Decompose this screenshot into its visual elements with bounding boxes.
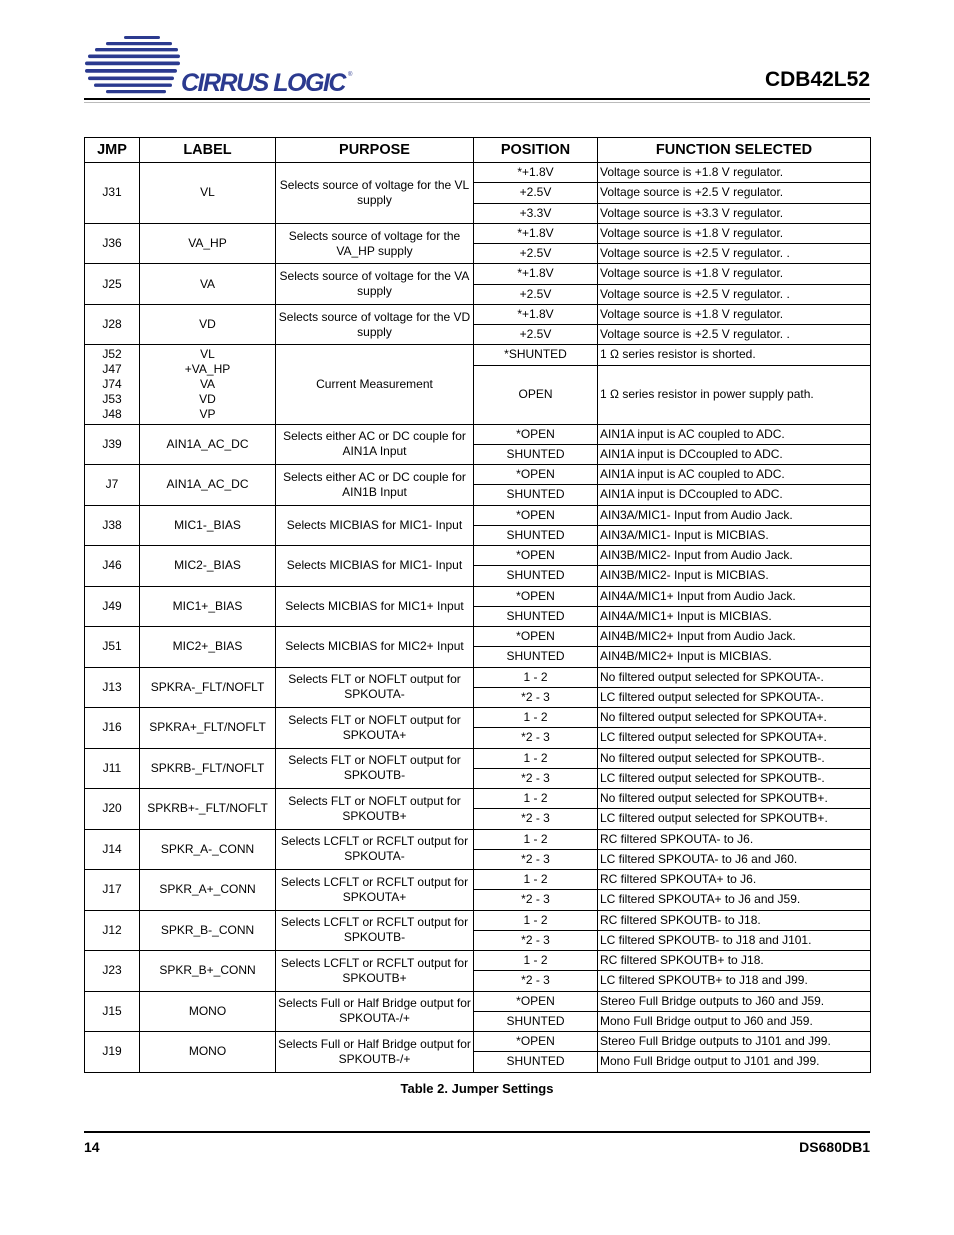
table-row xyxy=(85,424,871,444)
position-cell: SHUNTED xyxy=(474,485,598,505)
jmp-cell: J23 xyxy=(85,951,140,992)
table-header-row xyxy=(85,138,871,163)
position-cell: +2.5V xyxy=(474,284,598,304)
jmp-cell: J28 xyxy=(85,304,140,345)
function-cell: AIN4A/MIC1+ Input is MICBIAS. xyxy=(598,606,871,626)
position-cell: 1 - 2 xyxy=(474,910,598,930)
purpose-cell: Selects FLT or NOFLT output for SPKOUTA+ xyxy=(276,708,474,749)
purpose-cell: Current Measurement xyxy=(276,345,474,424)
purpose-cell: Selects Full or Half Bridge output for SPKOUTB-/+ xyxy=(276,1032,474,1073)
purpose-cell: Selects MICBIAS for MIC2+ Input xyxy=(276,627,474,668)
position-cell: *+1.8V xyxy=(474,264,598,284)
jmp-cell: J46 xyxy=(85,546,140,587)
position-cell: *+1.8V xyxy=(474,223,598,243)
function-cell: Voltage source is +2.5 V regulator. . xyxy=(598,284,871,304)
jmp-cell: J31 xyxy=(85,163,140,224)
purpose-cell: Selects FLT or NOFLT output for SPKOUTB- xyxy=(276,748,474,789)
function-cell: Voltage source is +2.5 V regulator. . xyxy=(598,325,871,345)
label-cell: SPKR_A+_CONN xyxy=(140,870,276,911)
function-cell: LC filtered SPKOUTA+ to J6 and J59. xyxy=(598,890,871,910)
purpose-cell: Selects either AC or DC couple for AIN1B Input xyxy=(276,465,474,506)
position-cell: *2 - 3 xyxy=(474,728,598,748)
purpose-cell: Selects LCFLT or RCFLT output for SPKOUTA- xyxy=(276,829,474,870)
jmp-cell: J15 xyxy=(85,991,140,1032)
jmp-cell-line: J47 xyxy=(102,361,122,376)
table-row xyxy=(85,223,871,243)
jumper-settings-table xyxy=(84,137,871,1073)
label-cell: SPKRB-_FLT/NOFLT xyxy=(140,748,276,789)
function-cell: AIN3B/MIC2- Input from Audio Jack. xyxy=(598,546,871,566)
table-row xyxy=(85,667,871,687)
jmp-cell: J49 xyxy=(85,586,140,627)
table-row xyxy=(85,870,871,890)
position-cell: *OPEN xyxy=(474,1032,598,1052)
document-title: CDB42L52 xyxy=(764,68,870,91)
label-cell: VA xyxy=(140,264,276,305)
function-cell: RC filtered SPKOUTA- to J6. xyxy=(598,829,871,849)
function-cell: AIN3A/MIC1- Input is MICBIAS. xyxy=(598,525,871,545)
label-cell: SPKRB+-_FLT/NOFLT xyxy=(140,789,276,830)
purpose-cell: Selects MICBIAS for MIC1- Input xyxy=(276,546,474,587)
label-cell-line: VP xyxy=(199,406,216,421)
page-number: 14 xyxy=(84,1139,100,1155)
function-cell: AIN1A input is AC coupled to ADC. xyxy=(598,424,871,444)
jmp-cell-line: J53 xyxy=(102,391,122,406)
position-cell: SHUNTED xyxy=(474,1011,598,1031)
label-cell: SPKR_A-_CONN xyxy=(140,829,276,870)
jmp-cell: J7 xyxy=(85,465,140,506)
function-cell: AIN4B/MIC2+ Input is MICBIAS. xyxy=(598,647,871,667)
label-cell: SPKR_B+_CONN xyxy=(140,951,276,992)
label-cell: SPKRA-_FLT/NOFLT xyxy=(140,667,276,708)
table-row xyxy=(85,345,871,365)
position-cell: *+1.8V xyxy=(474,163,598,183)
function-cell: Voltage source is +3.3 V regulator. xyxy=(598,203,871,223)
position-cell: SHUNTED xyxy=(474,444,598,464)
jmp-cell: J20 xyxy=(85,789,140,830)
function-cell: Voltage source is +1.8 V regulator. xyxy=(598,264,871,284)
jmp-cell: J13 xyxy=(85,667,140,708)
table-caption: Table 2. Jumper Settings xyxy=(400,1081,554,1096)
svg-text:CIRRUS LOGIC: CIRRUS LOGIC xyxy=(181,69,345,97)
position-cell: +3.3V xyxy=(474,203,598,223)
label-cell: SPKR_B-_CONN xyxy=(140,910,276,951)
position-cell: *2 - 3 xyxy=(474,809,598,829)
position-cell: *2 - 3 xyxy=(474,930,598,950)
purpose-cell: Selects MICBIAS for MIC1- Input xyxy=(276,505,474,546)
table-row xyxy=(85,829,871,849)
function-cell: No filtered output selected for SPKOUTB+. xyxy=(598,789,871,809)
position-cell: *2 - 3 xyxy=(474,768,598,788)
position-cell: SHUNTED xyxy=(474,1052,598,1072)
function-cell: Voltage source is +2.5 V regulator. . xyxy=(598,244,871,264)
table-row xyxy=(85,1032,871,1052)
column-header-jmp: JMP xyxy=(85,138,140,163)
function-cell: No filtered output selected for SPKOUTB-. xyxy=(598,748,871,768)
function-cell: RC filtered SPKOUTB- to J18. xyxy=(598,910,871,930)
position-cell: 1 - 2 xyxy=(474,667,598,687)
position-cell: *2 - 3 xyxy=(474,687,598,707)
purpose-cell: Selects either AC or DC couple for AIN1A Input xyxy=(276,424,474,465)
jmp-cell: J16 xyxy=(85,708,140,749)
function-cell: LC filtered output selected for SPKOUTB-. xyxy=(598,768,871,788)
purpose-cell: Selects LCFLT or RCFLT output for SPKOUTB- xyxy=(276,910,474,951)
header-divider-shadow xyxy=(84,102,870,103)
function-cell: AIN1A input is AC coupled to ADC. xyxy=(598,465,871,485)
position-cell: OPEN xyxy=(474,365,598,424)
position-cell: *OPEN xyxy=(474,586,598,606)
table-row xyxy=(85,789,871,809)
table-row xyxy=(85,264,871,284)
position-cell: 1 - 2 xyxy=(474,829,598,849)
purpose-cell: Selects LCFLT or RCFLT output for SPKOUTB+ xyxy=(276,951,474,992)
table-row xyxy=(85,910,871,930)
position-cell: +2.5V xyxy=(474,244,598,264)
label-cell: VA_HP xyxy=(140,223,276,264)
jmp-cell-line: J52 xyxy=(102,346,122,361)
svg-text:®: ® xyxy=(348,72,353,78)
function-cell: LC filtered SPKOUTA- to J6 and J60. xyxy=(598,849,871,869)
table-row xyxy=(85,163,871,183)
purpose-cell: Selects MICBIAS for MIC1+ Input xyxy=(276,586,474,627)
position-cell: *+1.8V xyxy=(474,304,598,324)
jmp-cell xyxy=(85,345,140,424)
label-cell-line: VD xyxy=(199,391,216,406)
function-cell: Voltage source is +2.5 V regulator. xyxy=(598,183,871,203)
position-cell: *OPEN xyxy=(474,505,598,525)
function-cell: Mono Full Bridge output to J60 and J59. xyxy=(598,1011,871,1031)
position-cell: +2.5V xyxy=(474,325,598,345)
table-row xyxy=(85,546,871,566)
header-divider xyxy=(84,98,870,100)
purpose-cell: Selects Full or Half Bridge output for SPKOUTA-/+ xyxy=(276,991,474,1032)
column-header-position: POSITION xyxy=(474,138,598,163)
column-header-function: FUNCTION SELECTED xyxy=(598,138,871,163)
label-cell: AIN1A_AC_DC xyxy=(140,424,276,465)
position-cell: 1 - 2 xyxy=(474,789,598,809)
label-cell: SPKRA+_FLT/NOFLT xyxy=(140,708,276,749)
position-cell: SHUNTED xyxy=(474,525,598,545)
position-cell: +2.5V xyxy=(474,183,598,203)
column-header-label: LABEL xyxy=(140,138,276,163)
label-cell: AIN1A_AC_DC xyxy=(140,465,276,506)
label-cell: MONO xyxy=(140,991,276,1032)
cirrus-logic-logo xyxy=(84,34,364,98)
table-row xyxy=(85,627,871,647)
position-cell: SHUNTED xyxy=(474,566,598,586)
position-cell: SHUNTED xyxy=(474,647,598,667)
function-cell: No filtered output selected for SPKOUTA-. xyxy=(598,667,871,687)
position-cell: *OPEN xyxy=(474,465,598,485)
position-cell: 1 - 2 xyxy=(474,708,598,728)
function-cell: LC filtered output selected for SPKOUTA-. xyxy=(598,687,871,707)
position-cell: *2 - 3 xyxy=(474,971,598,991)
purpose-cell: Selects FLT or NOFLT output for SPKOUTA- xyxy=(276,667,474,708)
label-cell: MONO xyxy=(140,1032,276,1073)
function-cell: AIN3B/MIC2- Input is MICBIAS. xyxy=(598,566,871,586)
label-cell: VL xyxy=(140,163,276,224)
jmp-cell: J11 xyxy=(85,748,140,789)
position-cell: *OPEN xyxy=(474,627,598,647)
footer-divider xyxy=(84,1131,870,1133)
label-cell: MIC2+_BIAS xyxy=(140,627,276,668)
label-cell-line: VL xyxy=(200,346,215,361)
function-cell: AIN4A/MIC1+ Input from Audio Jack. xyxy=(598,586,871,606)
position-cell: 1 - 2 xyxy=(474,748,598,768)
function-cell: LC filtered SPKOUTB+ to J18 and J99. xyxy=(598,971,871,991)
function-cell: AIN1A input is DCcoupled to ADC. xyxy=(598,444,871,464)
purpose-cell: Selects source of voltage for the VA_HP supply xyxy=(276,223,474,264)
position-cell: *2 - 3 xyxy=(474,849,598,869)
function-cell: LC filtered output selected for SPKOUTA+. xyxy=(598,728,871,748)
label-cell-line: +VA_HP xyxy=(184,361,231,376)
jmp-cell: J36 xyxy=(85,223,140,264)
jmp-cell: J39 xyxy=(85,424,140,465)
function-cell: AIN1A input is DCcoupled to ADC. xyxy=(598,485,871,505)
table-row xyxy=(85,505,871,525)
purpose-cell: Selects source of voltage for the VD supply xyxy=(276,304,474,345)
function-cell: AIN4B/MIC2+ Input from Audio Jack. xyxy=(598,627,871,647)
function-cell: Stereo Full Bridge outputs to J101 and J99. xyxy=(598,1032,871,1052)
position-cell: *2 - 3 xyxy=(474,890,598,910)
jmp-cell-line: J48 xyxy=(102,406,122,421)
label-cell: MIC1-_BIAS xyxy=(140,505,276,546)
position-cell: *OPEN xyxy=(474,991,598,1011)
purpose-cell: Selects FLT or NOFLT output for SPKOUTB+ xyxy=(276,789,474,830)
function-cell: RC filtered SPKOUTA+ to J6. xyxy=(598,870,871,890)
function-cell: 1 Ω series resistor is shorted. xyxy=(598,345,871,365)
position-cell: 1 - 2 xyxy=(474,951,598,971)
label-cell: MIC1+_BIAS xyxy=(140,586,276,627)
table-row xyxy=(85,304,871,324)
column-header-purpose: PURPOSE xyxy=(276,138,474,163)
function-cell: Mono Full Bridge output to J101 and J99. xyxy=(598,1052,871,1072)
position-cell: *SHUNTED xyxy=(474,345,598,365)
table-row xyxy=(85,951,871,971)
function-cell: No filtered output selected for SPKOUTA+. xyxy=(598,708,871,728)
function-cell: Voltage source is +1.8 V regulator. xyxy=(598,223,871,243)
function-cell: RC filtered SPKOUTB+ to J18. xyxy=(598,951,871,971)
jmp-cell: J14 xyxy=(85,829,140,870)
table-row xyxy=(85,748,871,768)
jmp-cell: J51 xyxy=(85,627,140,668)
function-cell: AIN3A/MIC1- Input from Audio Jack. xyxy=(598,505,871,525)
label-cell: VD xyxy=(140,304,276,345)
label-cell: MIC2-_BIAS xyxy=(140,546,276,587)
jmp-cell: J25 xyxy=(85,264,140,305)
function-cell: LC filtered SPKOUTB- to J18 and J101. xyxy=(598,930,871,950)
jmp-cell: J38 xyxy=(85,505,140,546)
table-row xyxy=(85,991,871,1011)
label-cell xyxy=(140,345,276,424)
jmp-cell-line: J74 xyxy=(102,376,122,391)
purpose-cell: Selects LCFLT or RCFLT output for SPKOUTA+ xyxy=(276,870,474,911)
jmp-cell: J12 xyxy=(85,910,140,951)
position-cell: SHUNTED xyxy=(474,606,598,626)
jmp-cell: J19 xyxy=(85,1032,140,1073)
table-row xyxy=(85,586,871,606)
function-cell: LC filtered output selected for SPKOUTB+. xyxy=(598,809,871,829)
function-cell: Stereo Full Bridge outputs to J60 and J59. xyxy=(598,991,871,1011)
label-cell-line: VA xyxy=(199,376,216,391)
jmp-cell: J17 xyxy=(85,870,140,911)
function-cell: Voltage source is +1.8 V regulator. xyxy=(598,304,871,324)
position-cell: *OPEN xyxy=(474,546,598,566)
document-id: DS680DB1 xyxy=(799,1139,870,1155)
purpose-cell: Selects source of voltage for the VL supply xyxy=(276,163,474,224)
function-cell: Voltage source is +1.8 V regulator. xyxy=(598,163,871,183)
position-cell: 1 - 2 xyxy=(474,870,598,890)
purpose-cell: Selects source of voltage for the VA supply xyxy=(276,264,474,305)
function-cell: 1 Ω series resistor in power supply path. xyxy=(598,365,871,424)
table-row xyxy=(85,708,871,728)
table-row xyxy=(85,465,871,485)
position-cell: *OPEN xyxy=(474,424,598,444)
